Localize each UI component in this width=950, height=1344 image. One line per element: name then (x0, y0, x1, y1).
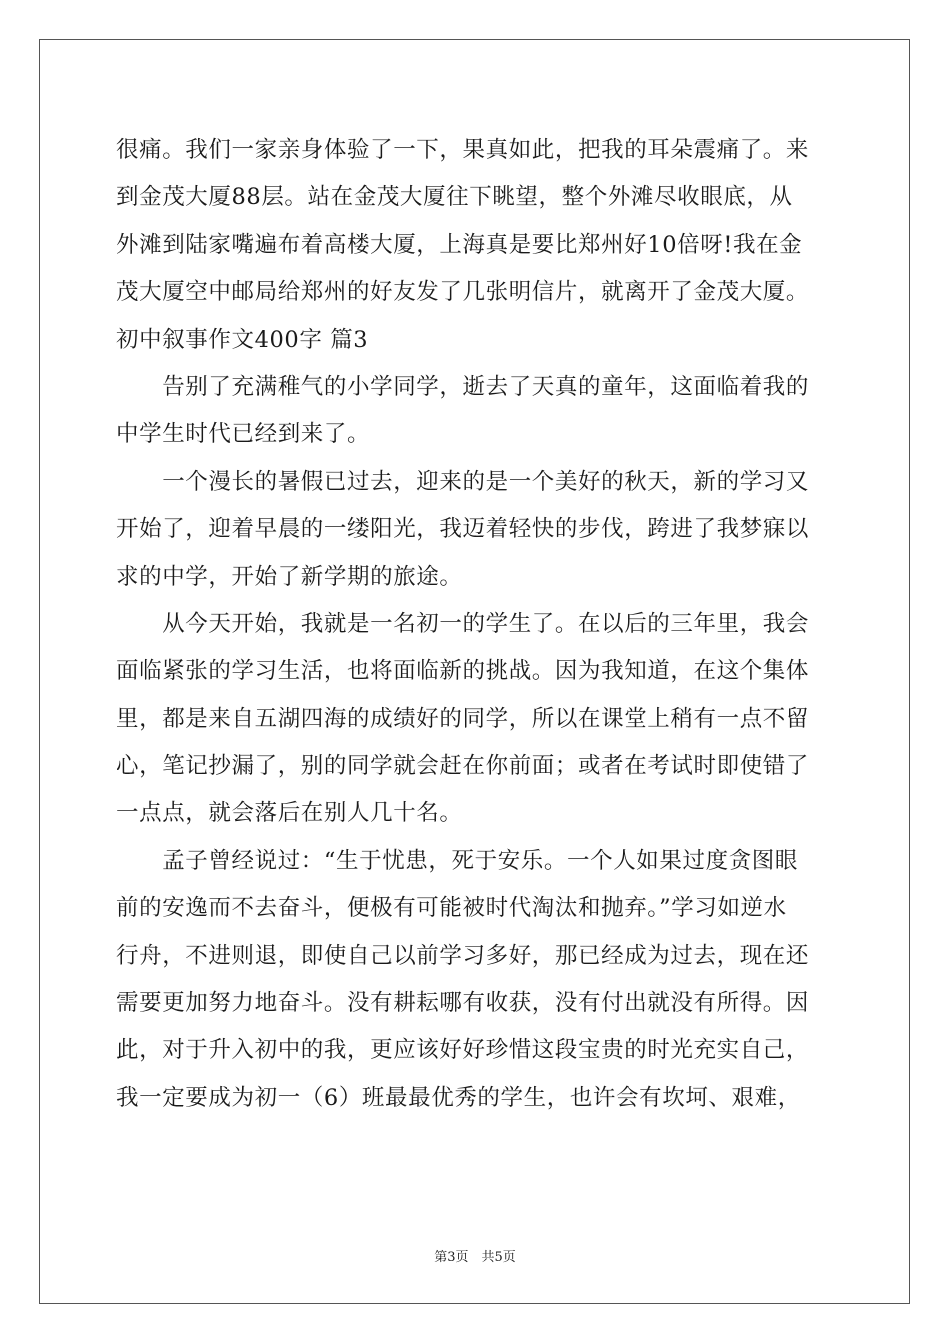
text-line: 很痛。我们一家亲身体验了一下，果真如此，把我的耳朵震痛了。来 (116, 137, 810, 163)
text-line: 中学生时代已经到来了。 (116, 421, 371, 448)
text-line: 我一定要成为初一（6）班最最优秀的学生，也许会有坎坷、艰难， (116, 1084, 801, 1111)
text-line: 茂大厦空中邮局给郑州的好友发了几张明信片，就离开了金茂大厦。 (116, 279, 810, 306)
text-line: 需要更加努力地奋斗。没有耕耘哪有收获，没有付出就没有所得。因 (116, 990, 810, 1017)
text-line: 此，对于升入初中的我，更应该好好珍惜这段宝贵的时光充实自己， (116, 1037, 810, 1064)
section-heading: 初中叙事作文400字 篇3 (116, 326, 369, 353)
text-line: 面临紧张的学习生活，也将面临新的挑战。因为我知道，在这个集体 (116, 658, 810, 685)
text-line: 行舟，不进则退，即使自己以前学习多好，那已经成为过去，现在还 (116, 942, 810, 969)
text-line: 求的中学，开始了新学期的旅途。 (116, 563, 463, 590)
text-line: 一个漫长的暑假已过去，迎来的是一个美好的秋天，新的学习又 (116, 468, 810, 495)
text-line: 一点点，就会落后在别人几十名。 (116, 800, 463, 827)
text-line: 从今天开始，我就是一名初一的学生了。在以后的三年里，我会 (116, 610, 810, 637)
document-body (116, 127, 836, 1122)
text-line: 里，都是来自五湖四海的成绩好的同学，所以在课堂上稍有一点不留 (116, 705, 810, 732)
page-footer (0, 1246, 950, 1265)
text-line: 心，笔记抄漏了，别的同学就会赶在你前面；或者在考试时即使错了 (116, 753, 810, 780)
text-line: 前的安逸而不去奋斗，便极有可能被时代淘汰和抛弃。”学习如逆水 (116, 895, 787, 922)
text-line: 到金茂大厦88层。站在金茂大厦往下眺望，整个外滩尽收眼底，从 (116, 184, 793, 211)
text-line: 告别了充满稚气的小学同学，逝去了天真的童年，这面临着我的 (116, 373, 810, 400)
text-line: 外滩到陆家嘴遍布着高楼大厦，上海真是要比郑州好10倍呀!我在金 (116, 231, 803, 258)
text-line: 开始了，迎着早晨的一缕阳光，我迈着轻快的步伐，跨进了我梦寐以 (116, 516, 810, 543)
text-line: 孟子曾经说过：“生于忧患，死于安乐。一个人如果过度贪图眼 (116, 847, 799, 874)
page-number: 第3页 共5页 (434, 1250, 516, 1265)
